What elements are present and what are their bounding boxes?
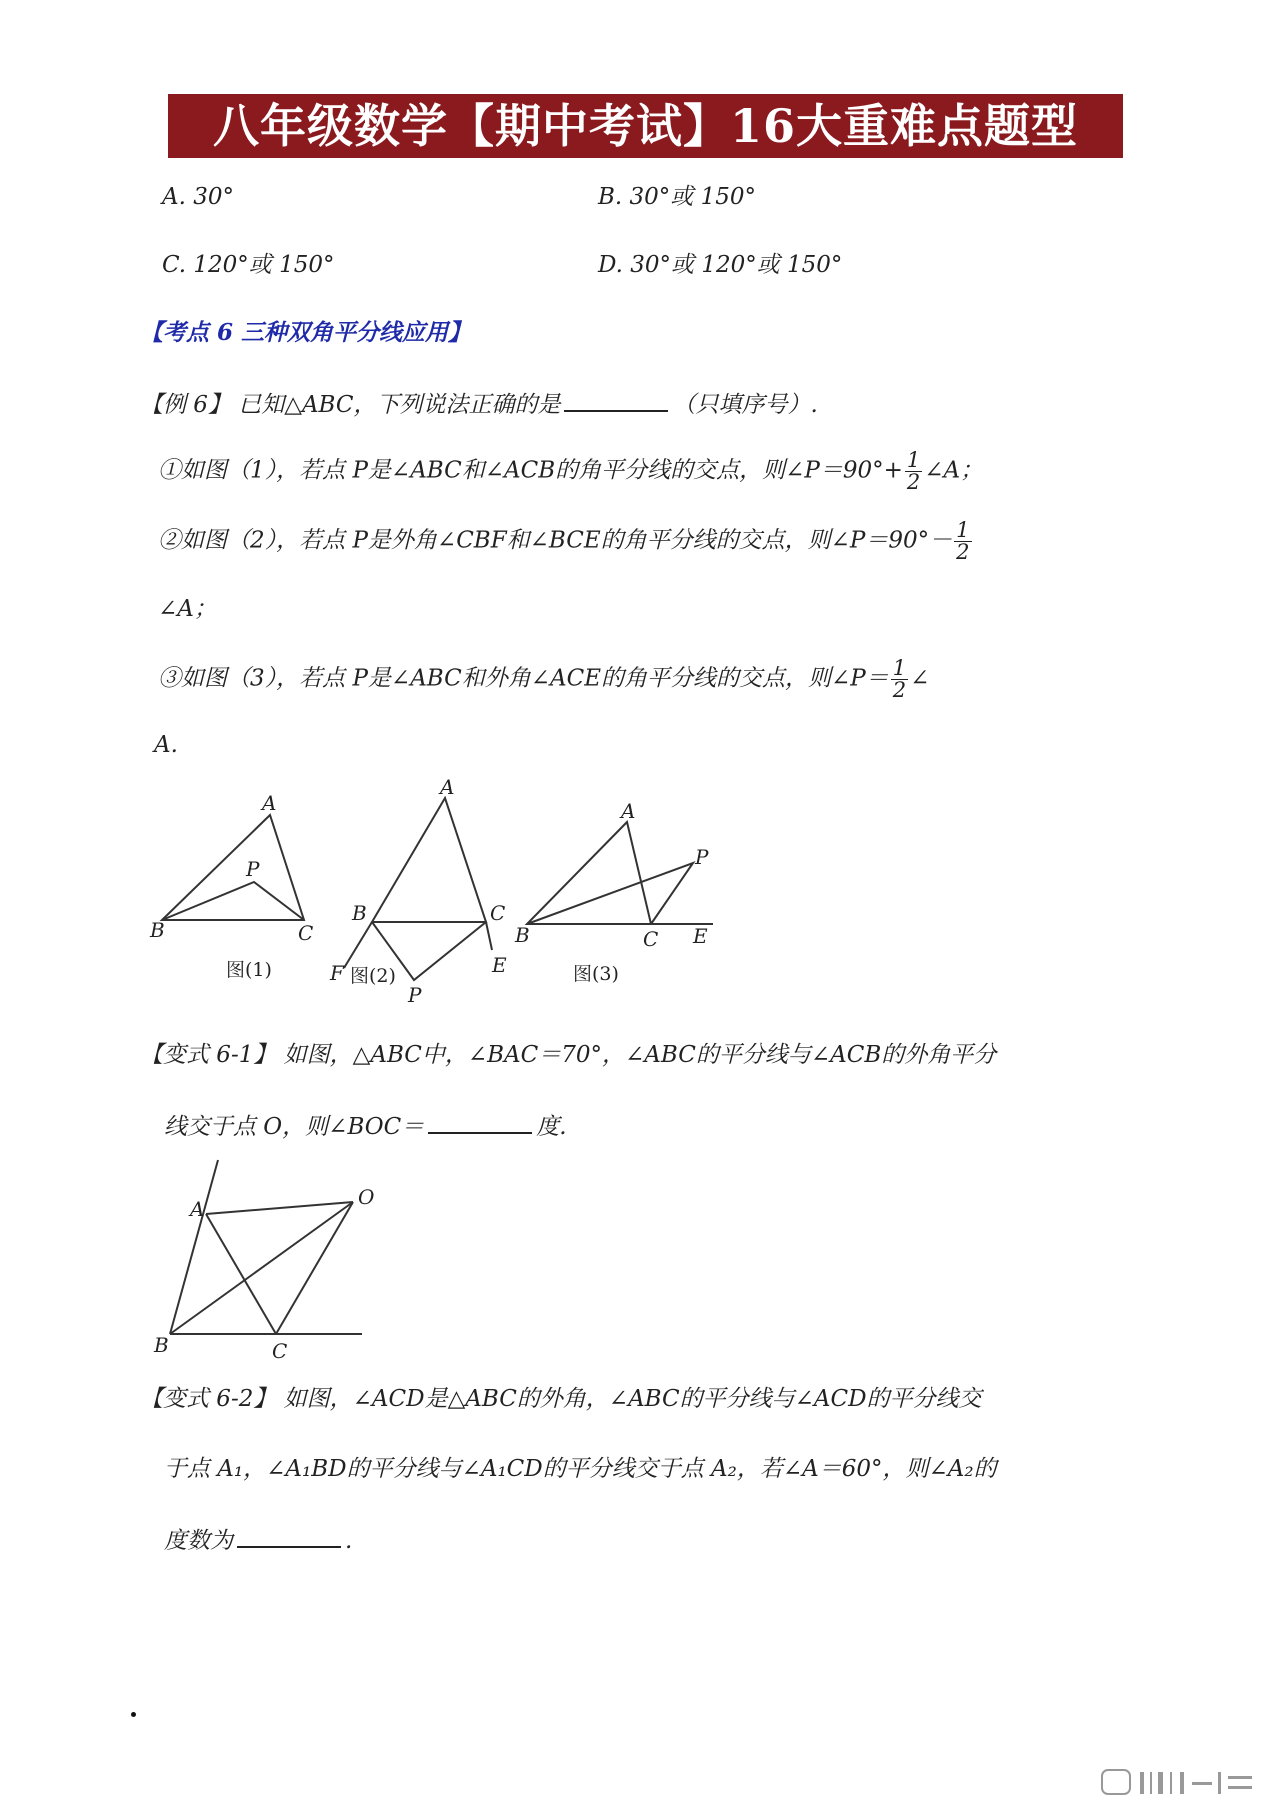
label-e: E xyxy=(693,924,708,948)
variant-2-cont2 xyxy=(164,1524,352,1556)
variant-2-lead: 【变式 6-2】 如图，∠ACD是△ABC的外角，∠ABC的平分线与∠ACD的平分线交 xyxy=(140,1386,982,1412)
statement-2 xyxy=(158,520,974,563)
fraction-numerator: 1 xyxy=(892,656,907,680)
label-b: B xyxy=(352,901,367,925)
label-f: F xyxy=(330,961,344,985)
label-p: P xyxy=(695,845,709,869)
figure-1 xyxy=(150,780,330,990)
example6-question xyxy=(140,388,818,420)
fraction-half xyxy=(905,450,922,493)
extension-ba xyxy=(170,1160,218,1334)
variant-1-cont xyxy=(164,1110,567,1142)
label-p: P xyxy=(246,857,260,881)
page-title: 八年级数学【期中考试】16大重难点题型 xyxy=(168,94,1123,158)
statement-1-text: ①如图（1），若点 P是∠ABC和∠ACB的角平分线的交点，则∠P＝90°+ xyxy=(158,457,903,484)
option-c: C. 120°或 150° xyxy=(162,252,335,278)
fraction-denominator: 2 xyxy=(906,470,921,494)
answer-blank xyxy=(237,1524,341,1548)
example6-tail: （只填序号）. xyxy=(672,392,818,418)
statement-3-tail: ∠ xyxy=(910,665,930,692)
label-a: A xyxy=(440,775,455,799)
extension-ce xyxy=(486,922,492,950)
fraction-half xyxy=(954,520,971,563)
bisector-lines xyxy=(527,863,693,924)
label-c: C xyxy=(490,901,506,925)
triangle-abc xyxy=(372,798,486,922)
answer-blank xyxy=(564,388,668,412)
triangle-abc xyxy=(527,822,651,924)
label-a: A xyxy=(190,1197,205,1221)
label-a: A xyxy=(621,799,636,823)
label-e: E xyxy=(492,953,507,977)
label-c: C xyxy=(298,921,314,945)
variant-2-cont: 于点 A₁，∠A₁BD的平分线与∠A₁CD的平分线交于点 A₂，若∠A＝60°，则∠A₂的 xyxy=(164,1456,997,1482)
option-b: B. 30°或 150° xyxy=(598,184,757,210)
example6-lead: 【例 6】 已知△ABC，下列说法正确的是 xyxy=(140,392,561,418)
page-dot xyxy=(131,1712,136,1717)
label-c: C xyxy=(643,927,659,951)
answer-blank xyxy=(428,1110,532,1134)
label-o: O xyxy=(358,1185,375,1209)
label-a: A xyxy=(262,791,277,815)
segment-co xyxy=(276,1202,353,1334)
fraction-denominator: 2 xyxy=(956,540,970,564)
segment-ao xyxy=(206,1202,353,1214)
watermark-barcode-icon xyxy=(1100,1766,1260,1798)
statement-3-cont: A. xyxy=(154,732,178,758)
fraction-denominator: 2 xyxy=(892,678,907,702)
figure-3 xyxy=(515,780,725,1000)
label-b: B xyxy=(154,1333,169,1357)
fraction-numerator: 1 xyxy=(906,448,921,472)
label-c: C xyxy=(272,1339,288,1363)
statement-3-text: ③如图（3），若点 P是∠ABC和外角∠ACE的角平分线的交点，则∠P＝ xyxy=(158,665,889,692)
side-ac xyxy=(206,1214,276,1334)
variant-1-lead: 【变式 6-1】 如图，△ABC中，∠BAC＝70°，∠ABC的平分线与∠ACB的外角平分 xyxy=(140,1042,997,1068)
variant-1-cont-post: 度. xyxy=(536,1114,567,1140)
option-d: D. 30°或 120°或 150° xyxy=(598,252,843,278)
segment-bo xyxy=(170,1202,353,1334)
fraction-numerator: 1 xyxy=(956,518,970,542)
label-b: B xyxy=(515,923,530,947)
variant-1-cont-pre: 线交于点 O，则∠BOC＝ xyxy=(164,1114,425,1140)
figure-caption: 图(3) xyxy=(573,963,619,985)
statement-3 xyxy=(158,658,929,701)
figure-4 xyxy=(150,1160,375,1363)
label-p: P xyxy=(408,983,422,1007)
statement-1 xyxy=(158,450,983,493)
statement-1-tail: ∠A； xyxy=(924,457,984,484)
option-a: A. 30° xyxy=(162,184,234,210)
figure-2 xyxy=(330,775,520,1010)
statement-2-text: ②如图（2），若点 P是外角∠CBF和∠BCE的角平分线的交点，则∠P＝90°－ xyxy=(158,527,953,554)
bisector-lines xyxy=(162,882,304,920)
label-b: B xyxy=(150,918,165,942)
variant-2-cont2-post: . xyxy=(345,1528,353,1554)
variant-2-cont2-pre: 度数为 xyxy=(164,1528,233,1554)
figure-caption: 图(1) xyxy=(226,959,272,981)
figure-caption: 图(2) xyxy=(350,965,396,987)
fraction-half xyxy=(891,658,908,701)
extension-bf xyxy=(344,922,372,968)
statement-2-cont: ∠A； xyxy=(158,596,217,622)
section-heading: 【考点 6 三种双角平分线应用】 xyxy=(140,319,472,346)
